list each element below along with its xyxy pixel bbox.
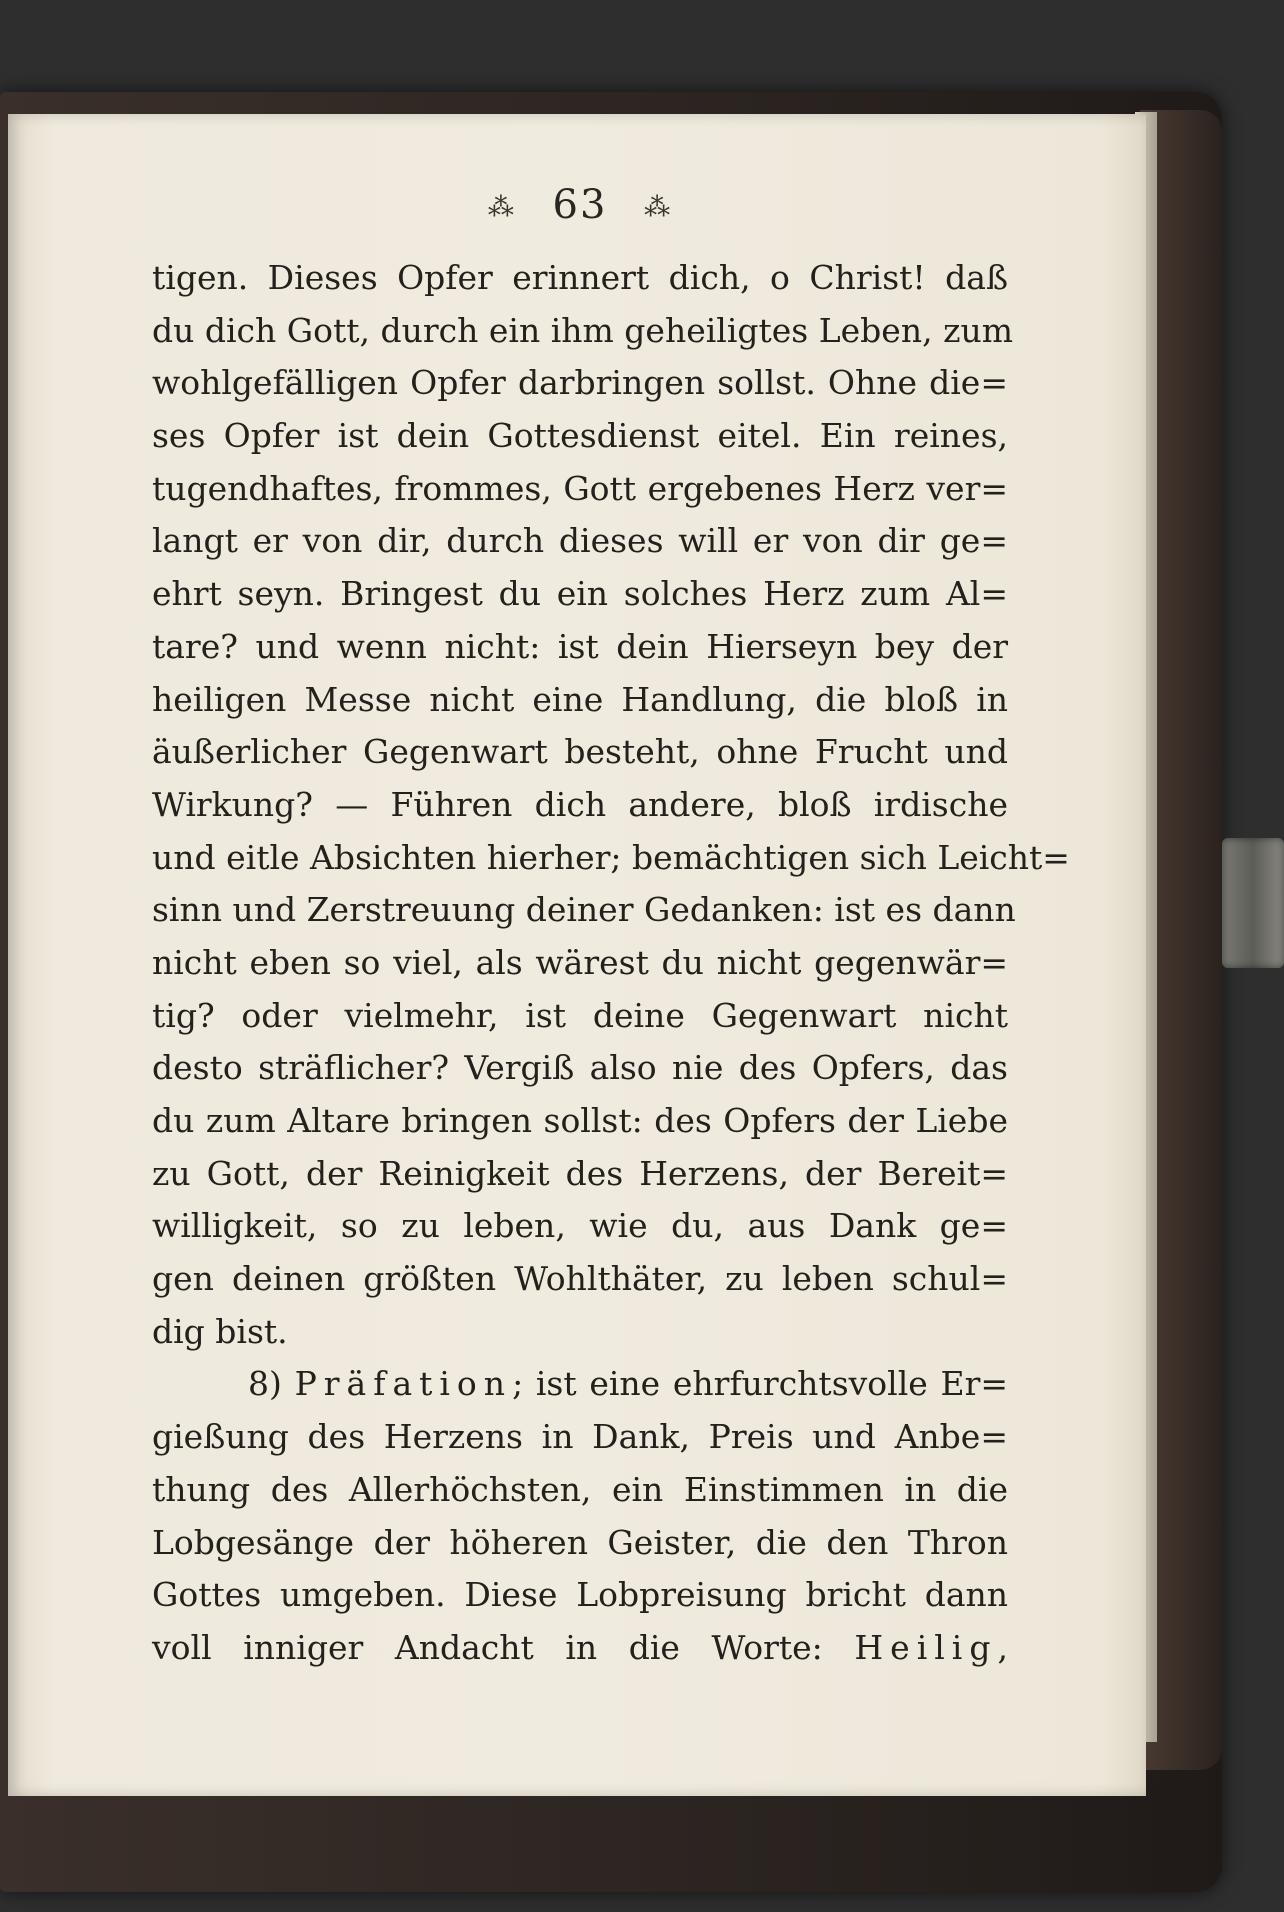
text-line: tigen. Dieses Opfer erinnert dich, o Christ! daß: [152, 258, 1008, 297]
final-line-start: voll inniger Andacht in die Worte:: [152, 1627, 855, 1667]
paragraph-number: 8): [248, 1364, 282, 1404]
text-line: tugendhaftes, frommes, Gott ergebenes Herz ver=: [152, 468, 1008, 508]
text-line: willigkeit, so zu leben, wie du, aus Dank ge=: [152, 1206, 1008, 1246]
text-line: tare? und wenn nicht: ist dein Hierseyn bey der: [152, 626, 1008, 666]
text-line: du zum Altare bringen sollst: des Opfers der Liebe: [152, 1101, 1008, 1140]
text-line: äußerlicher Gegenwart besteht, ohne Frucht und: [152, 732, 1008, 772]
text-line: Wirkung? — Führen dich andere, bloß irdische: [152, 784, 1008, 824]
text-line: dig bist.: [152, 1311, 288, 1351]
text-line: heiligen Messe nicht eine Handlung, die bloß in: [152, 679, 1008, 719]
text-line: zu Gott, der Reinigkeit des Herzens, der Bereit=: [152, 1153, 1008, 1193]
text-line: sinn und Zerstreuung deiner Gedanken: ist es dann: [152, 890, 1016, 930]
text-line: du dich Gott, durch ein ihm geheiligtes Leben, zum: [152, 310, 1013, 350]
paragraph-8-first-line: [152, 1358, 1008, 1411]
paragraph-keyword: Präfation: [294, 1364, 513, 1404]
text-line: Lobgesänge der höheren Geister, die den Thron: [152, 1522, 1008, 1562]
paragraph-first-rest: ; ist eine ehrfurchtsvolle Er=: [512, 1364, 1008, 1404]
text-line: gen deinen größten Wohlthäter, zu leben schul=: [152, 1259, 1008, 1299]
final-keyword: Heilig: [854, 1627, 998, 1667]
ornament-left-icon: ⁂: [487, 193, 516, 223]
page-number: 63: [552, 182, 608, 228]
text-line: desto sträflicher? Vergiß also nie des Opfers, das: [152, 1048, 1008, 1088]
text-line: tig? oder vielmehr, ist deine Gegenwart nicht: [152, 995, 1008, 1035]
page-text: [152, 252, 1070, 1675]
final-line-end: ,: [997, 1627, 1008, 1667]
text-line: thung des Allerhöchsten, ein Einstimmen in die: [152, 1469, 1008, 1509]
paragraph-final-line: [152, 1622, 1008, 1675]
book-clasp: [1222, 838, 1284, 968]
text-line: ehrt seyn. Bringest du ein solches Herz zum Al=: [152, 574, 1008, 614]
text-line: Gottes umgeben. Diese Lobpreisung bricht dann: [152, 1575, 1008, 1615]
text-line: gießung des Herzens in Dank, Preis und Anbe=: [152, 1417, 1008, 1457]
text-line: langt er von dir, durch dieses will er von dir ge=: [152, 521, 1008, 561]
text-line: und eitle Absichten hierher; bemächtigen sich Leicht=: [152, 837, 1070, 877]
page-header: [0, 182, 1160, 228]
text-line: ses Opfer ist dein Gottesdienst eitel. Ein reines,: [152, 416, 1008, 456]
text-line: wohlgefälligen Opfer darbringen sollst. Ohne die=: [152, 363, 1008, 403]
ornament-right-icon: ⁂: [644, 193, 673, 223]
text-line: nicht eben so viel, als wärest du nicht gegenwär=: [152, 942, 1008, 982]
